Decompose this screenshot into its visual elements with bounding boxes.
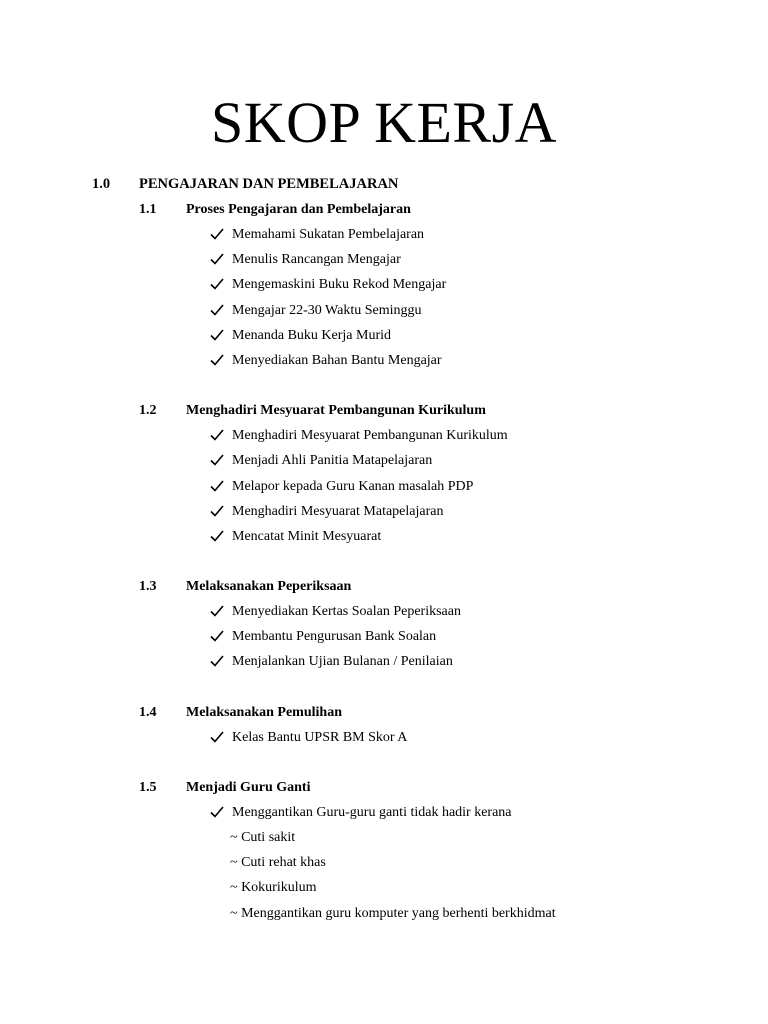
list-item-text: Menggantikan Guru-guru ganti tidak hadir kerana: [232, 804, 512, 820]
checkmark-icon: [210, 530, 224, 542]
subsection-heading: [0, 398, 768, 423]
list-item-text: Melapor kepada Guru Kanan masalah PDP: [232, 478, 474, 494]
list-item: [0, 524, 768, 549]
subsection-heading: [0, 775, 768, 800]
list-item-text: Membantu Pengurusan Bank Soalan: [232, 629, 437, 645]
subsection-label: Melaksanakan Peperiksaan: [186, 579, 352, 595]
page-title: SKOP KERJA: [210, 90, 558, 155]
list-item-text: Menjadi Ahli Panitia Matapelajaran: [232, 453, 433, 469]
list-item-text: Menyediakan Kertas Soalan Peperiksaan: [232, 604, 461, 620]
list-item: [0, 272, 768, 297]
list-item-text: Menyediakan Bahan Bantu Mengajar: [232, 352, 442, 368]
subsection-number: 1.3: [139, 579, 157, 595]
section-number: 1.0: [92, 176, 111, 192]
list-item: [0, 599, 768, 624]
list-item-text: Kelas Bantu UPSR BM Skor A: [232, 729, 408, 745]
spacer: [0, 373, 768, 398]
detail-item: [0, 875, 768, 900]
subsection-label: Proses Pengajaran dan Pembelajaran: [186, 202, 411, 217]
list-item-text: Mengemaskini Buku Rekod Mengajar: [232, 277, 447, 293]
subsection-heading: [0, 700, 768, 725]
subsection-number: 1.5: [139, 779, 157, 795]
list-item: [0, 323, 768, 348]
checkmark-icon: [210, 630, 224, 642]
checkmark-icon: [210, 354, 224, 366]
list-item: [0, 499, 768, 524]
detail-item: [0, 850, 768, 875]
section-heading: [0, 172, 768, 197]
list-item-text: Mencatat Minit Mesyuarat: [232, 528, 382, 544]
list-item-text: Menanda Buku Kerja Murid: [232, 327, 392, 343]
subsection-label: Melaksanakan Pemulihan: [186, 704, 342, 720]
subsection-heading: [0, 197, 768, 222]
list-item: [0, 348, 768, 373]
detail-item-text: ~ Menggantikan guru komputer yang berhenti berkhidmat: [230, 905, 556, 921]
subsection-number: 1.2: [139, 403, 157, 419]
list-item: [0, 624, 768, 649]
subsection-number: 1.4: [139, 704, 157, 720]
subsection-label: Menjadi Guru Ganti: [186, 779, 311, 795]
checkmark-icon: [210, 731, 224, 743]
list-item-text: Menghadiri Mesyuarat Matapelajaran: [232, 503, 444, 519]
list-item: [0, 298, 768, 323]
checkmark-icon: [210, 329, 224, 341]
detail-item-text: ~ Cuti sakit: [230, 830, 296, 845]
checkmark-icon: [210, 304, 224, 316]
list-item-text: Menjalankan Ujian Bulanan / Penilaian: [232, 654, 453, 670]
list-item-text: Menghadiri Mesyuarat Pembangunan Kurikulum: [232, 428, 508, 444]
detail-item: [0, 825, 768, 850]
list-item-text: Menulis Rancangan Mengajar: [232, 252, 401, 268]
checkmark-icon: [210, 806, 224, 818]
list-item: [0, 800, 768, 825]
spacer: [0, 750, 768, 775]
checkmark-icon: [210, 505, 224, 517]
list-item: [0, 222, 768, 247]
list-item-text: Mengajar 22-30 Waktu Seminggu: [232, 302, 422, 318]
spacer: [0, 549, 768, 574]
checkmark-icon: [210, 655, 224, 667]
detail-item-text: ~ Kokurikulum: [230, 880, 317, 896]
checkmark-icon: [210, 429, 224, 441]
list-item: [0, 448, 768, 473]
checkmark-icon: [210, 480, 224, 492]
detail-item: [0, 901, 768, 926]
checkmark-icon: [210, 605, 224, 617]
list-item: [0, 247, 768, 272]
list-item: [0, 725, 768, 750]
subsection-heading: [0, 574, 768, 599]
list-item: [0, 649, 768, 674]
detail-item-text: ~ Cuti rehat khas: [230, 855, 326, 871]
checkmark-icon: [210, 228, 224, 240]
checkmark-icon: [210, 454, 224, 466]
section-label: PENGAJARAN DAN PEMBELAJARAN: [139, 176, 399, 192]
list-item: [0, 474, 768, 499]
checkmark-icon: [210, 253, 224, 265]
document-body: [0, 172, 768, 926]
spacer: [0, 675, 768, 700]
subsection-label: Menghadiri Mesyuarat Pembangunan Kurikulum: [186, 403, 486, 419]
checkmark-icon: [210, 278, 224, 290]
list-item: [0, 423, 768, 448]
subsection-number: 1.1: [139, 202, 157, 217]
list-item-text: Memahami Sukatan Pembelajaran: [232, 227, 425, 242]
